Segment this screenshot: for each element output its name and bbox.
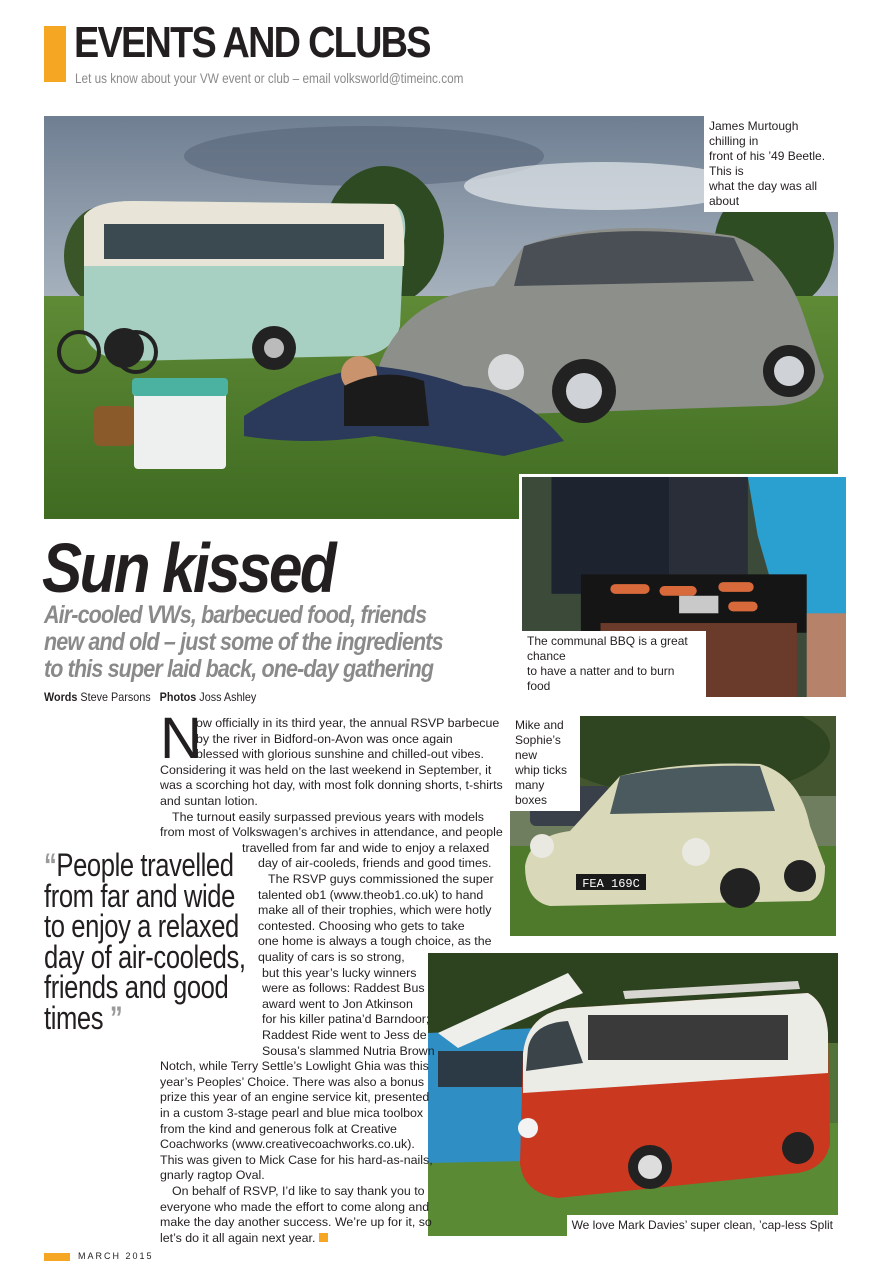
body-line: Notch, while Terry Settle’s Lowlight Ghia was this — [160, 1059, 429, 1074]
body-line: Sousa’s slammed Nutria Brown — [262, 1043, 435, 1058]
caption-line: James Murtough chilling in — [709, 119, 799, 148]
body-line: Raddest Ride went to Jess de — [262, 1028, 427, 1042]
pull-quote-text: People travelled from far and wide to enjoy a relaxed day of air-cooleds, friends and good times — [44, 847, 246, 1036]
headline: Sun kissed — [42, 529, 335, 607]
photos-label: Photos — [159, 690, 197, 704]
body-line: and suntan lotion. — [160, 794, 258, 808]
notchback-photo-caption — [510, 716, 580, 811]
body-line: everyone who made the effort to come along and — [160, 1199, 430, 1214]
number-plate: FEA 169C — [582, 877, 640, 891]
body-line: by the river in Bidford-on-Avon was once again — [196, 731, 453, 746]
body-line: award went to Jon Atkinson — [262, 996, 413, 1011]
body-line: for his killer patina’d Barndoor; — [262, 1012, 430, 1027]
body-line: day of air-cooleds, friends and good times. — [258, 856, 492, 871]
end-mark-icon — [319, 1233, 328, 1242]
body-line: travelled from far and wide to enjoy a relaxed — [242, 840, 490, 855]
photos-author: Joss Ashley — [199, 690, 257, 704]
body-line: Considering it was held on the last weekend in September, it — [160, 762, 492, 777]
body-line: ow officially in its third year, the annual RSVP barbecue — [196, 716, 500, 730]
body-line: but this year’s lucky winners — [262, 965, 417, 980]
caption-line: many boxes — [515, 778, 548, 807]
words-author: Steve Parsons — [80, 690, 151, 704]
body-line: let’s do it all again next year. — [160, 1231, 328, 1247]
open-quote-icon: “ — [44, 847, 57, 883]
credits — [44, 690, 256, 704]
body-line: was a scorching hot day, with most folk donning shorts, t-shirts — [160, 778, 503, 793]
body-line: one home is always a tough choice, as the — [258, 934, 492, 949]
split-bus-photo — [428, 953, 838, 1236]
caption-line: front of his ’49 Beetle. This is — [709, 149, 826, 178]
body-line: from most of Volkswagen’s archives in attendance, and people — [160, 825, 503, 840]
body-line: talented ob1 (www.theob1.co.uk) to hand — [258, 887, 484, 902]
body-line: in a custom 3-stage pearl and blue mica toolbox — [160, 1106, 424, 1120]
body-line: contested. Choosing who gets to take — [258, 918, 465, 933]
body-line: from the kind and generous folk at Creative — [160, 1121, 397, 1136]
main-photo — [44, 116, 838, 519]
split-bus-photo-caption — [567, 1215, 838, 1236]
body-line: Coachworks (www.creativecoachworks.co.uk). — [160, 1137, 415, 1152]
caption-line: Sophie’s new — [515, 733, 561, 762]
section-title: EVENTS AND CLUBS — [74, 18, 430, 67]
body-line: prize this year of an engine service kit, presented — [160, 1090, 430, 1105]
body-line: were as follows: Raddest Bus — [262, 981, 425, 996]
body-line: blessed with glorious sunshine and chilled-out vibes. — [196, 747, 484, 762]
caption-line: The communal BBQ is a great chance — [527, 634, 688, 663]
bbq-photo-caption — [522, 631, 706, 697]
body-line: The RSVP guys commissioned the super — [268, 872, 494, 886]
drop-cap: N — [160, 706, 202, 771]
standfirst: Air-cooled VWs, barbecued food, friends new and old – just some of the ingredients to this super laid back, one-day gathering — [44, 601, 443, 683]
caption-line: Mike and — [515, 718, 564, 732]
pull-quote — [44, 847, 252, 1036]
body-line: make all of their trophies, which were hotly — [258, 903, 492, 918]
words-label: Words — [44, 690, 78, 704]
main-photo-caption — [704, 116, 838, 212]
page-footer — [44, 1251, 154, 1261]
section-accent-bar — [44, 26, 66, 82]
body-line: make the day another success. We’re up for it, so — [160, 1215, 432, 1230]
close-quote-icon: ” — [103, 999, 123, 1036]
body-line: gnarly ragtop Oval. — [160, 1168, 265, 1183]
caption-line: whip ticks — [515, 763, 568, 777]
body-line: year’s Peoples’ Choice. There was also a bonus — [160, 1074, 425, 1089]
body-line: The turnout easily surpassed previous years with models — [172, 809, 484, 824]
magazine-logo-icon — [44, 1253, 70, 1261]
body-line: This was given to Mick Case for his hard-as-nails, — [160, 1152, 433, 1167]
notchback-photo — [510, 716, 836, 936]
section-subtitle: Let us know about your VW event or club – email volksworld@timeinc.com — [75, 70, 464, 86]
caption-line: to have a natter and to burn food — [527, 664, 675, 693]
caption-line: We love Mark Davies’ super clean, ’cap-less Split — [571, 1218, 833, 1232]
issue-date: MARCH 2015 — [78, 1251, 154, 1261]
caption-line: what the day was all about — [709, 179, 818, 208]
body-line: quality of cars is so strong, — [258, 950, 405, 964]
body-line: On behalf of RSVP, I’d like to say thank you to — [172, 1184, 425, 1198]
bbq-photo — [519, 474, 849, 700]
